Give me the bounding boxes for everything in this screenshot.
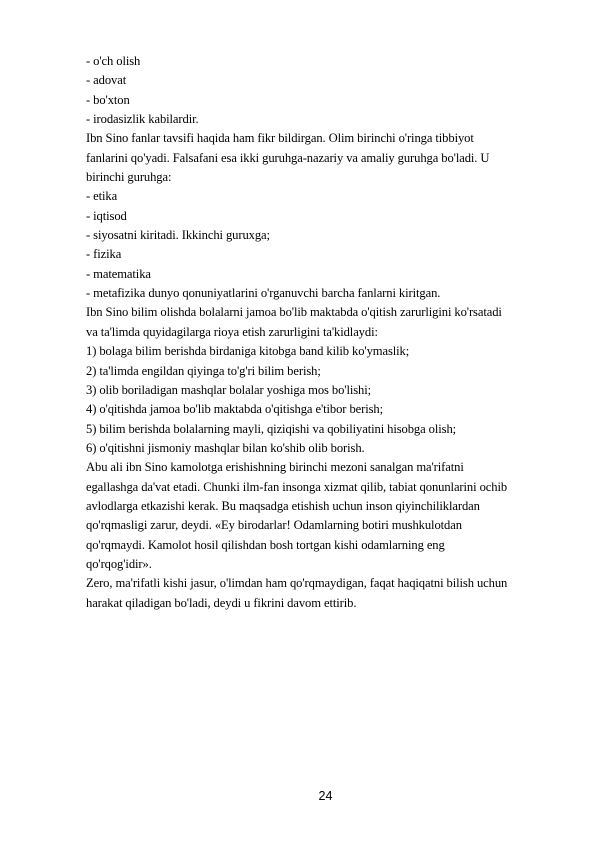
paragraph-line: qo'rqog'idir».: [86, 556, 152, 571]
list-item-iqtisod: - iqtisod: [86, 208, 127, 223]
page-number: 24: [318, 789, 333, 803]
page-body: [86, 52, 586, 613]
numbered-item-3: 3) olib boriladigan mashqlar bolalar yoshiga mos bo'lishi;: [86, 382, 372, 397]
list-item-adovat: - adovat: [86, 73, 127, 88]
list-item-matematika: - matematika: [86, 266, 151, 281]
paragraph-line: Ibn Sino bilim olishda bolalarni jamoa bo'lib maktabda o'qitish zarurligini ko'rsatadi: [86, 305, 502, 320]
paragraph-line: egallashga da'vat etadi. Chunki ilm-fan insonga xizmat qilib, tabiat qonunlarini ochib: [86, 479, 508, 494]
numbered-item-6: 6) o'qitishni jismoniy mashqlar bilan ko'shib olib borish.: [86, 440, 365, 455]
paragraph-line: qo'rqmaydi. Kamolot hosil qilishdan bosh tortgan kishi odamlarning eng: [86, 537, 445, 552]
paragraph-line: avlodlarga etkazishi kerak. Bu maqsadga etishish uchun inson qiyinchiliklardan: [86, 498, 480, 513]
list-item-fizika: - fizika: [86, 247, 122, 262]
paragraph-line: Ibn Sino fanlar tavsifi haqida ham fikr bildirgan. Olim birinchi o'ringa tibbiyot: [86, 131, 474, 146]
list-item-metafizika: - metafizika dunyo qonuniyatlarini o'rganuvchi barcha fanlarni kiritgan.: [86, 286, 441, 301]
list-item-boxton: - bo'xton: [86, 92, 130, 107]
list-item-siyosat: - siyosatni kiritadi. Ikkinchi guruxga;: [86, 228, 270, 243]
numbered-item-4: 4) o'qitishda jamoa bo'lib maktabda o'qitishga e'tibor berish;: [86, 402, 384, 417]
numbered-item-2: 2) ta'limda engildan qiyinga to'g'ri bilim berish;: [86, 363, 321, 378]
list-item-och-olish: - o'ch olish: [86, 54, 141, 68]
paragraph-line: birinchi guruhga:: [86, 170, 172, 185]
paragraph-line: va ta'limda quyidagilarga rioya etish zarurligini ta'kidlaydi:: [86, 324, 378, 339]
paragraph-line: Abu ali ibn Sino kamolotga erishishning birinchi mezoni sanalgan ma'rifatni: [86, 460, 464, 475]
list-item-irodasizlik: - irodasizlik kabilardir.: [86, 112, 199, 127]
list-item-etika: - etika: [86, 189, 118, 204]
paragraph-line: Zero, ma'rifatli kishi jasur, o'limdan ham qo'rqmaydigan, faqat haqiqatni bilish uchun: [86, 576, 508, 591]
numbered-item-5: 5) bilim berishda bolalarning mayli, qiziqishi va qobiliyatini hisobga olish;: [86, 421, 457, 436]
numbered-item-1: 1) bolaga bilim berishda birdaniga kitobga band kilib ko'ymaslik;: [86, 344, 410, 359]
paragraph-line: harakat qiladigan bo'ladi, deydi u fikrini davom ettirib.: [86, 595, 357, 610]
paragraph-line: qo'rqmasligi zarur, deydi. «Ey birodarlar! Odamlarning botiri mushkulotdan: [86, 518, 462, 533]
paragraph-line: fanlarini qo'yadi. Falsafani esa ikki guruhga-nazariy va amaliy guruhga bo'ladi. U: [86, 150, 490, 165]
